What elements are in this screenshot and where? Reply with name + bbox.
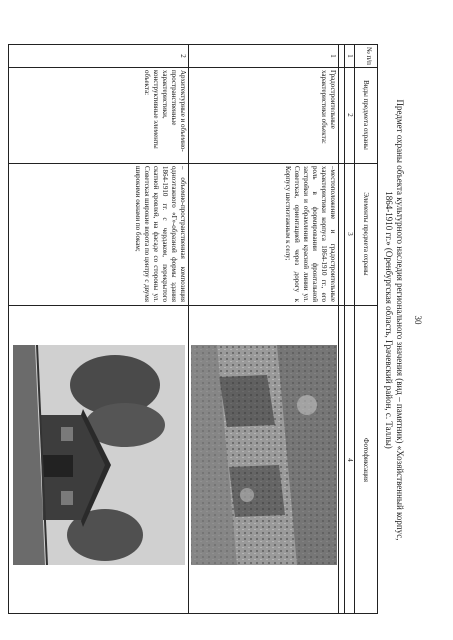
header-photo: Фотофиксация (362, 438, 370, 482)
colnum-3: 3 (346, 232, 354, 236)
row-2-kind: Архитектурные и объемно-пространственные характеристики, конструктивные элементы объекта: (143, 70, 187, 152)
title-line-2: 1864-1910 гг.» (Оренбургская область, Грачевский район, с. Таллы) (384, 191, 394, 449)
protection-subject-table (8, 44, 378, 614)
row-2-elements: – объемно-пространственная композиция одноэтажного «Г»-образной формы здания 1864-1910 гг. с чердаком, перекрытого скатной кровлей, на фасаде со стороны ул. Советская широкие ворота по центру с двумя широкими окнами по бокам; (134, 166, 187, 302)
row-divider (188, 45, 189, 613)
title-line-1: Предмет охраны объекта культурного наследия регионального значения (вид – памятник) «Хозяйственный корпус, (395, 99, 405, 541)
header-divider (354, 45, 355, 613)
row-1-photo (191, 345, 337, 565)
header-num: № п/п (365, 47, 373, 65)
row-1-top-rule (338, 45, 339, 613)
building-facade-closeup-image (191, 345, 337, 565)
row-1-elements: –местоположение и градостроительные характеристики корпуса 1864-1910 гг., его роль в формировании фронтальной застройки и обрамлении красной линии ул. Советская, ориентацией через дорогу к Корпусу шестиэтажным к селу; (284, 166, 337, 302)
colnum-1: 1 (346, 54, 354, 58)
row-1-number: 1 (329, 54, 337, 58)
colnum-4: 4 (346, 458, 354, 462)
header-elements: Элементы предмета охраны (362, 192, 370, 276)
building-street-view-image (13, 345, 185, 565)
colnum-2: 2 (346, 113, 354, 117)
row-2-number: 2 (179, 54, 187, 58)
header-kind: Виды предмета охраны (362, 80, 370, 150)
col-divider-3 (9, 305, 377, 306)
row-2-photo (13, 345, 185, 565)
page-number: 30 (413, 315, 423, 325)
row-1-kind: Градостроительные характеристики объекта: (320, 70, 337, 144)
document-title (383, 50, 405, 590)
col-divider-2 (9, 163, 377, 164)
col-divider-1 (9, 67, 377, 68)
